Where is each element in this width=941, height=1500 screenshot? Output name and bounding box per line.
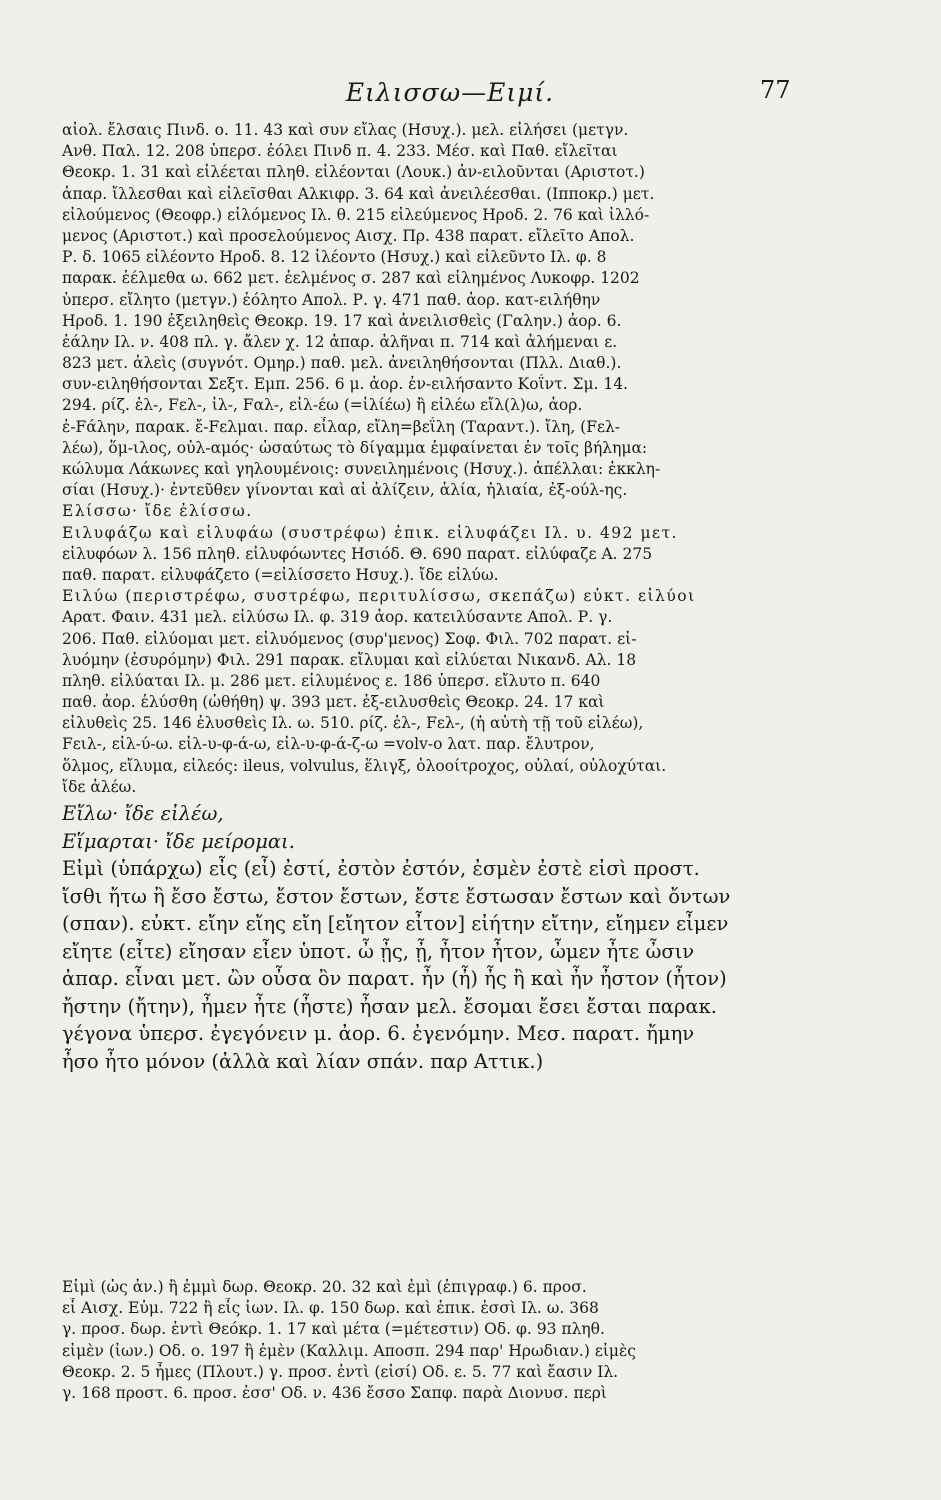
text-line: μενος (Αριστοτ.) καὶ προσελούμενος Αισχ. Πρ. 438 παρατ. εἴλεῖτο Απολ. [62, 226, 635, 245]
text-line: (σπαν). εὐκτ. εἴην εἴης εἴη [εἴητον εἶτον] εἰήτην εἴτην, εἴημεν εἶμεν [62, 912, 729, 935]
text-line: ἐ-Fάλην, παρακ. ἔ-Fελμαι. παρ. εἶλαρ, εἴλη=βεΐλη (Ταραντ.). ἴλη, (Fελ- [62, 417, 621, 436]
text-line: εἰλυθεὶς 25. 146 ἐλυσθεὶς Ιλ. ω. 510. ρίζ. ἐλ-, Fελ-, (ἡ αὐτὴ τῇ τοῦ εἰλέω), [62, 714, 644, 733]
text-line: γέγονα ὑπερσ. ἐγεγόνειν μ. ἀορ. 6. ἐγενόμην. Μεσ. παρατ. ἤμην [62, 1022, 695, 1045]
text-line: Ηροδ. 1. 190 ἐξειληθεὶς Θεοκρ. 19. 17 καὶ ἀνειλισθεὶς (Γαλην.) ἀορ. 6. [62, 311, 622, 330]
text-line: ὅλμος, εἴλυμα, εἰλεός: ileus, volvulus, ἕλιγξ, ὁλοοίτροχος, οὐλαί, οὐλοχύται. [62, 756, 667, 775]
entry-block-eilisso-eilyo [62, 120, 792, 798]
text-line: 294. ρίζ. ἐλ-, Fελ-, ἰλ-, Fαλ-, εἰλ-έω (=ἰλίέω) ἢ εἰλέω εἴλ(λ)ω, ἀορ. [62, 396, 583, 415]
text-line: Ειλύω (περιστρέφω, συστρέφω, περιτυλίσσω, σκεπάζω) εὐκτ. εἰλύοι [62, 587, 696, 606]
text-line: λυόμην (ἐσυρόμην) Φιλ. 291 παρακ. εἴλυμαι καὶ εἰλύεται Νικανδ. Αλ. 18 [62, 650, 637, 669]
text-line: Fειλ-, εἰλ-ύ-ω. εἰλ-υ-φ-ά-ω, εἰλ-υ-φ-ά-ζ-ω =volv-o λατ. παρ. ἔλυτρον, [62, 735, 595, 754]
text-line: αἰολ. ἔλσαις Πινδ. ο. 11. 43 καὶ συν εἴλας (Ησυχ.). μελ. εἰλήσει (μετγν. [62, 121, 629, 139]
text-line: εἶ Αισχ. Εὐμ. 722 ἢ εἶς ἰων. Ιλ. φ. 150 δωρ. καὶ ἐπικ. ἐσσὶ Ιλ. ω. 368 [62, 1299, 599, 1318]
text-line: πληθ. εἰλύαται Ιλ. μ. 286 μετ. εἰλυμένος ε. 186 ὑπερσ. εἴλυτο π. 640 [62, 671, 601, 690]
text-line: συν-ειληθήσονται Σεξτ. Εμπ. 256. 6 μ. ἀορ. ἐν-ειλήσαντο Κοΐντ. Σμ. 14. [62, 375, 629, 394]
text-line: ἀπαρ. εἶναι μετ. ὢν οὖσα ὂν παρατ. ἦν (ἦ) ἦς ἢ καὶ ἦν ἦστον (ἦτον) [62, 967, 727, 990]
text-line: εἴητε (εἶτε) εἴησαν εἶεν ὑποτ. ὦ ᾖς, ᾖ, ἦτον ἦτον, ὦμεν ἦτε ὦσιν [62, 939, 695, 963]
running-head: Ειλισσω—Ειμί. [345, 78, 555, 107]
text-line: παρακ. ἐέλμεθα ω. 662 μετ. ἐελμένος σ. 287 καὶ εἰλημένος Λυκοφρ. 1202 [62, 269, 640, 288]
text-line: ἴσθι ἤτω ἢ ἔσο ἔστω, ἔστον ἔστων, ἔστε ἔστωσαν ἔστων καὶ ὄντων [62, 884, 731, 908]
page-header [0, 78, 941, 118]
text-line: Εἰμὶ (ὡς ἀν.) ἢ ἐμμὶ δωρ. Θεοκρ. 20. 32 καὶ ἐμὶ (ἐπιγραφ.) 6. προσ. [62, 1278, 587, 1296]
text-line: Ειλυφάζω καὶ εἰλυφάω (συστρέφω) ἐπικ. εἰλυφάζει Ιλ. υ. 492 μετ. [62, 523, 679, 542]
text-line: Θεοκρ. 2. 5 ἦμες (Πλουτ.) γ. προσ. ἐντὶ (εἰσί) Οδ. ε. 5. 77 καὶ ἔασιν Ιλ. [62, 1362, 619, 1381]
text-line: σίαι (Ησυχ.)· ἐντεῦθεν γίνονται καὶ αἱ ἀλίζειν, ἁλία, ἡλιαία, ἐξ-ούλ-ης. [62, 481, 628, 500]
text-line: παθ. παρατ. εἰλυφάζετο (=εἰλίσσετο Ησυχ.). ἴδε εἰλύω. [62, 565, 499, 584]
page-number: 77 [760, 76, 791, 104]
text-line: ἀπαρ. ἴλλεσθαι καὶ εἰλεῖσθαι Αλκιφρ. 3. 64 καὶ ἀνειλέεσθαι. (Ιπποκρ.) μετ. [62, 184, 655, 203]
text-line: ἦσο ἦτο μόνον (ἀλλὰ καὶ λίαν σπάν. παρ Αττικ.) [62, 1049, 544, 1073]
text-line: εἰλούμενος (Θεοφρ.) εἰλόμενος Ιλ. θ. 215 εἰλεύμενος Ηροδ. 2. 76 καὶ ἰλλό- [62, 205, 650, 224]
text-line: ἐάλην Ιλ. ν. 408 πλ. γ. ἄλεν χ. 12 ἀπαρ. ἀλῆναι π. 714 καὶ ἀλήμεναι ε. [62, 332, 618, 351]
text-line: παθ. ἀορ. ἐλύσθη (ὠθήθη) ψ. 393 μετ. ἐξ-ειλυσθεὶς Θεοκρ. 24. 17 καὶ [62, 693, 605, 712]
text-line: Ανθ. Παλ. 12. 208 ὑπερσ. ἐόλει Πινδ π. 4. 233. Μέσ. καὶ Παθ. εἴλεῖται [62, 142, 618, 161]
text-line: 206. Παθ. εἰλύομαι μετ. εἰλυόμενος (συρ'μενος) Σοφ. Φιλ. 702 παρατ. εἰ- [62, 629, 637, 648]
text-line: Αρατ. Φαιν. 431 μελ. εἰλύσω Ιλ. φ. 319 ἀορ. κατειλύσαντε Απολ. Ρ. γ. [62, 608, 613, 627]
text-line: ἤστην (ἤτην), ἦμεν ἦτε (ἦστε) ἦσαν μελ. ἔσομαι ἔσει ἔσται παρακ. [62, 994, 717, 1018]
text-line: κώλυμα Λάκωνες καὶ γηλουμένοις: συνειλημένοις (Ησυχ.). ἀπέλλαι: ἐκκλη- [62, 460, 661, 478]
text-line: Εἴλω· ἴδε εἰλέω, [62, 802, 224, 825]
entry-block-eimi [62, 800, 792, 1075]
text-line: Εἰμὶ (ὑπάρχω) εἶς (εἶ) ἐστί, ἐστὸν ἐστόν, ἐσμὲν ἐστὲ εἰσὶ προστ. [62, 857, 700, 880]
text-line: γ. προσ. δωρ. ἐντὶ Θεόκρ. 1. 17 καὶ μέτα (=μέτεστιν) Οδ. φ. 93 πληθ. [62, 1320, 605, 1339]
text-line: Ελίσσω· ἴδε ἐλίσσω. [62, 502, 253, 521]
text-line: Εἵμαρται· ἴδε μείρομαι. [62, 829, 295, 853]
text-line: ἴδε ἀλέω. [62, 777, 137, 796]
text-line: Θεοκρ. 1. 31 καὶ εἰλέεται πληθ. εἰλέονται (Λουκ.) ἀν-ειλοῦνται (Αριστοτ.) [62, 163, 645, 182]
text-line: γ. 168 προστ. 6. προσ. ἐσσ' Οδ. ν. 436 ἔσσο Σαπφ. παρὰ Διονυσ. περὶ [62, 1383, 607, 1402]
text-line: ὑπερσ. εἴλητο (μετγν.) ἐόλητο Απολ. Ρ. γ. 471 παθ. ἀορ. κατ-ειλήθην [62, 290, 601, 309]
text-line: Ρ. δ. 1065 εἰλέοντο Ηροδ. 8. 12 ἰλέοντο (Ησυχ.) καὶ εἰλεῦντο Ιλ. φ. 8 [62, 248, 607, 267]
text-line: εἰλυφόων λ. 156 πληθ. εἰλυφόωντες Ησιόδ. Θ. 690 παρατ. εἰλύφαζε Α. 275 [62, 544, 653, 563]
text-line: εἰμὲν (ἰων.) Οδ. ο. 197 ἢ ἐμὲν (Καλλιμ. Αποσπ. 294 παρ' Ηρωδιαν.) εἰμὲς [62, 1341, 636, 1360]
text-line: 823 μετ. ἀλεὶς (συγνότ. Ομηρ.) παθ. μελ. ἀνειληθήσονται (Πλλ. Διαθ.). [62, 354, 622, 373]
text-line: λέω), ὅμ-ιλος, οὐλ-αμός· ὡσαύτως τὸ δίγαμμα ἐμφαίνεται ἐν τοῖς βήλημα: [62, 438, 648, 457]
entry-block-eimi-dialects [62, 1277, 792, 1404]
